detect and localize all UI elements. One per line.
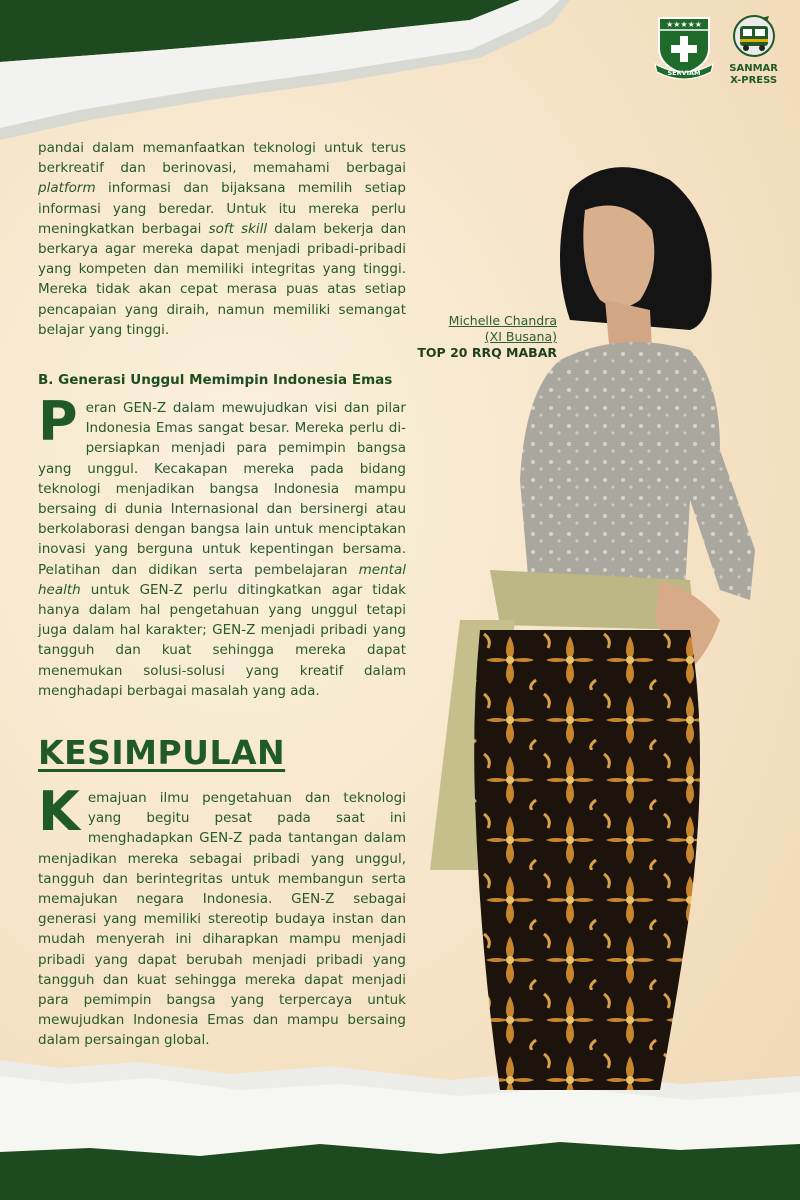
section-b-paragraph <box>38 390 406 701</box>
conclusion-dropcap: K <box>38 780 80 843</box>
intro-paragraph <box>38 138 406 340</box>
section-b-heading: B. Generasi Unggul Memimpin Indonesia Emas <box>38 372 393 388</box>
section-b-text-1: eran GEN-Z dalam mewujudkan visi dan pilar Indonesia Emas sangat besar. Mereka perlu di-persiapkan menjadi para pemimpin bangsa yang unggul. Kecakapan mereka pada bidang teknologi menjadikan bangsa Indonesia mampu bersaing di dunia Internasional dan bersinergi atau berkolaborasi dengan bangsa lain untuk menciptakan inovasi yang berguna untuk kepentingan bersama. Pelatihan dan didikan serta pembelajaran <box>38 400 406 578</box>
conclusion-paragraph <box>38 780 406 1051</box>
section-b-emphasis: mental health <box>38 561 406 598</box>
section-b-text-2: untuk GEN-Z perlu ditingkatkan agar tidak hanya dalam hal pengetahuan yang unggul tetapi juga dalam hal karakter; GEN-Z menjadi pribadi yang tangguh dan kuat sehingga mereka dapat menemukan solusi-solusi yang kreatif dalam menghadapi berbagai masalah yang ada. <box>38 581 406 699</box>
intro-text-2: informasi dan bijaksana memilih setiap informasi yang beredar. Untuk itu mereka perlu meningkatkan berbagai <box>38 180 406 237</box>
logo-caption-2: X-PRESS <box>730 75 778 86</box>
sanmar-bus-icon <box>731 14 777 62</box>
student-photo <box>420 150 800 1090</box>
logo-caption-1: SANMAR <box>729 63 778 74</box>
caption-class: (XI Busana) <box>484 329 557 344</box>
intro-text-3: dalam bekerja dan berkarya agar mereka dapat menjadi pribadi-pribadi yang kompeten dan memiliki integritas yang tinggi. Mereka tidak akan cepat merasa puas atas setiap pencapaian yang diraih, namun memiliki semangat belajar yang tinggi. <box>38 220 407 338</box>
caption-name: Michelle Chandra <box>448 313 557 328</box>
conclusion-text: emajuan ilmu pengetahuan dan teknologi yang begitu pesat pada saat ini menghadapkan GEN-Z pada tantangan dalam menjadikan mereka sebagai pribadi yang unggul, tangguh dan berintegritas untuk membangun serta memajukan negara Indonesia. GEN-Z sebagai generasi yang memiliki stereotip budaya instan dan mudah menyerah ini diharapkan mampu menjadi pribadi yang dapat berubah menjadi pribadi yang tangguh dan kuat sehingga mereka dapat menjadi para pemimpin bangsa yang terpercaya untuk mewujudkan Indonesia Emas dan mampu bersaing dalam persaingan global. <box>38 790 406 1049</box>
svg-text:★★★★★: ★★★★★ <box>666 20 703 29</box>
conclusion-title: KESIMPULAN <box>38 733 286 772</box>
serviam-shield-icon <box>653 14 715 80</box>
intro-emphasis-soft-skill: soft skill <box>208 220 268 237</box>
sanmar-xpress-logo <box>729 14 778 86</box>
svg-text:SERVIAM: SERVIAM <box>667 69 701 77</box>
intro-text-1: pandai dalam memanfaatkan teknologi untuk terus berkreatif dan berinovasi, memahami berbagai <box>38 140 406 177</box>
caption-title: TOP 20 RRQ MABAR <box>417 345 557 360</box>
logo-group <box>653 14 778 86</box>
serviam-logo <box>653 14 715 80</box>
intro-emphasis-platform: platform <box>38 180 96 197</box>
photo-caption <box>417 313 557 361</box>
section-b-dropcap: P <box>38 390 78 453</box>
